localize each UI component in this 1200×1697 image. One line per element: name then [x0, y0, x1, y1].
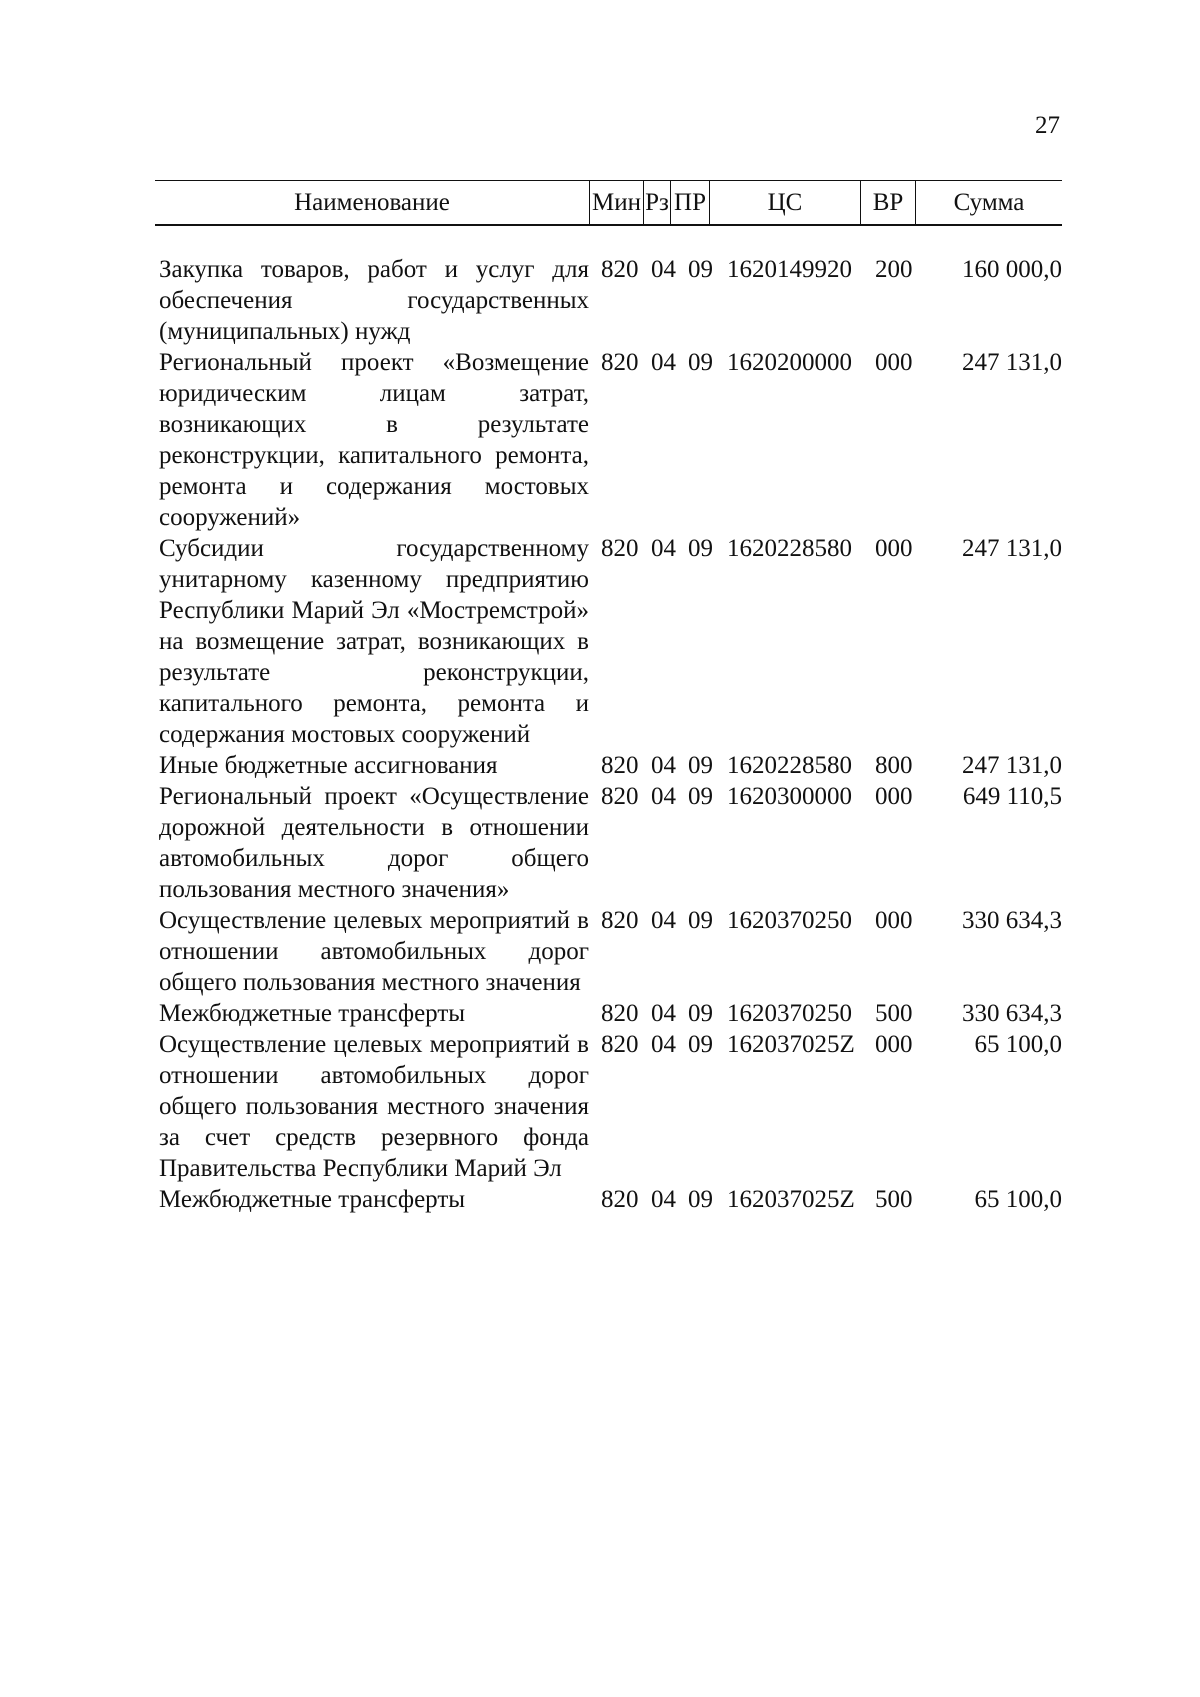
row-name: Субсидии государственному унитарному казенному предприятию Республики Марий Эл «Мостремстрой» на возмещение затрат, возникающих в результате реконструкции, капитального ремонта, ремонта и содержания мостовых сооружений [159, 535, 589, 748]
row-sum: 65 100,0 [974, 1186, 1062, 1213]
row-pr: 09 [688, 1186, 713, 1213]
row-rz: 04 [651, 256, 676, 283]
row-min: 820 [601, 1186, 639, 1213]
row-cs: 1620149920 [727, 256, 852, 283]
row-rz: 04 [651, 907, 676, 934]
table-body [159, 254, 1062, 1215]
row-rz: 04 [651, 1031, 676, 1058]
row-pr: 09 [688, 1000, 713, 1027]
row-min: 820 [601, 535, 639, 562]
row-pr: 09 [688, 783, 713, 810]
header-pr: ПР [670, 181, 709, 224]
row-vr: 500 [875, 1000, 913, 1027]
row-sum: 160 000,0 [962, 256, 1062, 283]
row-rz: 04 [651, 783, 676, 810]
row-sum: 65 100,0 [974, 1031, 1062, 1058]
row-cs: 1620370250 [727, 1000, 852, 1027]
table-row [159, 905, 1062, 998]
row-name: Региональный проект «Возмещение юридическим лицам затрат, возникающих в результате реконструкции, капитального ремонта, ремонта и содержания мостовых сооружений» [159, 349, 589, 531]
row-min: 820 [601, 256, 639, 283]
row-vr: 200 [875, 256, 913, 283]
header-min: Мин [589, 181, 643, 224]
row-rz: 04 [651, 752, 676, 779]
row-vr: 800 [875, 752, 913, 779]
row-min: 820 [601, 752, 639, 779]
row-sum: 247 131,0 [962, 535, 1062, 562]
row-vr: 000 [875, 535, 913, 562]
row-min: 820 [601, 1031, 639, 1058]
row-name: Осуществление целевых мероприятий в отношении автомобильных дорог общего пользования местного значения [159, 907, 589, 996]
row-name: Закупка товаров, работ и услуг для обеспечения государственных (муниципальных) нужд [159, 256, 589, 345]
row-pr: 09 [688, 256, 713, 283]
row-name: Межбюджетные трансферты [159, 1186, 466, 1213]
row-pr: 09 [688, 1031, 713, 1058]
header-vr: ВР [860, 181, 915, 224]
row-pr: 09 [688, 752, 713, 779]
row-name: Межбюджетные трансферты [159, 1000, 466, 1027]
header-name: Наименование [294, 188, 450, 216]
table-row [159, 533, 1062, 750]
row-sum: 247 131,0 [962, 349, 1062, 376]
row-vr: 000 [875, 907, 913, 934]
row-rz: 04 [651, 1000, 676, 1027]
row-cs: 1620300000 [727, 783, 852, 810]
row-sum: 649 110,5 [962, 783, 1062, 810]
row-min: 820 [601, 783, 639, 810]
row-pr: 09 [688, 907, 713, 934]
row-name: Иные бюджетные ассигнования [159, 752, 498, 779]
row-cs: 1620228580 [727, 752, 852, 779]
row-sum: 247 131,0 [962, 752, 1062, 779]
row-vr: 500 [875, 1186, 913, 1213]
row-cs: 1620370250 [727, 907, 852, 934]
row-rz: 04 [651, 1186, 676, 1213]
row-vr: 000 [875, 1031, 913, 1058]
row-sum: 330 634,3 [962, 1000, 1062, 1027]
table-header [155, 180, 1062, 226]
row-vr: 000 [875, 349, 913, 376]
table-row [159, 347, 1062, 533]
row-min: 820 [601, 349, 639, 376]
row-rz: 04 [651, 535, 676, 562]
row-pr: 09 [688, 535, 713, 562]
row-min: 820 [601, 907, 639, 934]
table-row [159, 1029, 1062, 1184]
row-rz: 04 [651, 349, 676, 376]
page-number: 27 [1035, 112, 1060, 139]
table-row [159, 1184, 1062, 1215]
table-row [159, 254, 1062, 347]
row-min: 820 [601, 1000, 639, 1027]
header-sum: Сумма [915, 181, 1062, 224]
header-cs: ЦС [709, 181, 860, 224]
row-pr: 09 [688, 349, 713, 376]
row-vr: 000 [875, 783, 913, 810]
table-row [159, 750, 1062, 781]
row-cs: 162037025Z [727, 1186, 855, 1213]
row-cs: 162037025Z [727, 1031, 855, 1058]
row-sum: 330 634,3 [962, 907, 1062, 934]
header-rz: Рз [643, 181, 670, 224]
table-row [159, 781, 1062, 905]
row-name: Осуществление целевых мероприятий в отношении автомобильных дорог общего пользования местного значения за счет средств резервного фонда Правительства Республики Марий Эл [159, 1031, 589, 1182]
table-row [159, 998, 1062, 1029]
row-name: Региональный проект «Осуществление дорожной деятельности в отношении автомобильных дорог общего пользования местного значения» [159, 783, 589, 903]
row-cs: 1620200000 [727, 349, 852, 376]
row-cs: 1620228580 [727, 535, 852, 562]
